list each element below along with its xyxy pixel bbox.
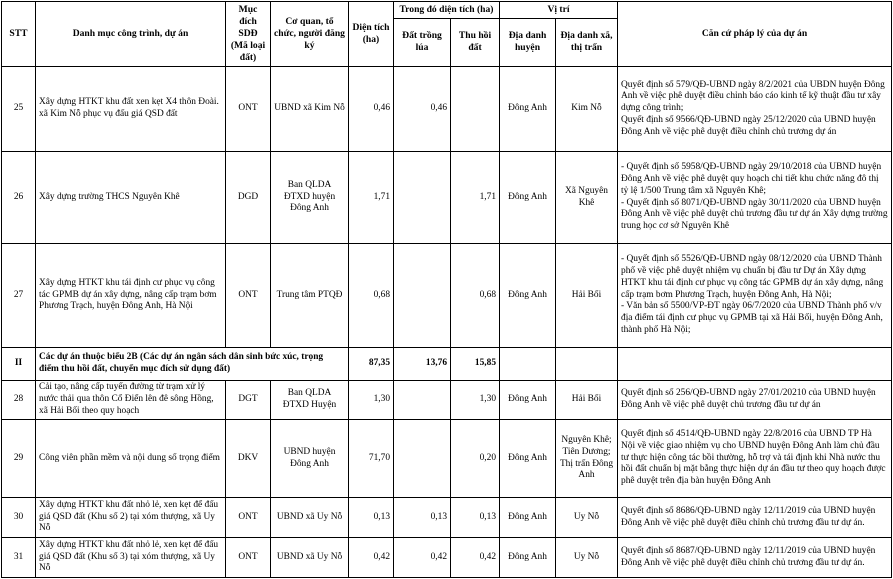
row-recovered [451, 67, 500, 152]
header-legal: Căn cứ pháp lý của dự án [618, 2, 892, 67]
header-district: Địa danh huyện [500, 18, 556, 66]
row-area: 71,70 [349, 420, 394, 498]
table-row [2, 420, 892, 498]
row-stt: 25 [2, 67, 36, 152]
header-recovered: Thu hồi đất [451, 18, 500, 66]
row-district: Đông Anh [500, 498, 556, 538]
table-row [2, 152, 892, 244]
row-name: Xây dựng HTKT khu tái định cư phục vụ công tác GPMB dự án xây dựng, nâng cấp trạm bơm Phương Trạch, huyện Đông Anh, Hà Nội [36, 244, 226, 348]
header-agency: Cơ quan, tổ chức, người đăng ký [271, 2, 349, 67]
row-area: 0,42 [349, 538, 394, 578]
row-rice [394, 381, 451, 420]
legal-line: - Quyết định số 8071/QĐ-UBND ngày 30/11/2020 của UBND huyện Đông Anh về việc phê duyệt chủ trương đầu tư dự án Xây dựng trường trung học cơ sở Nguyên Khê [621, 197, 888, 231]
header-location: Vị trí [500, 2, 618, 19]
row-recovered: 0,13 [451, 498, 500, 538]
row-area: 0,13 [349, 498, 394, 538]
row-agency: Ban QLDA ĐTXD Huyện [271, 381, 349, 420]
row-legal [618, 420, 892, 498]
header-of-which: Trong đó diện tích (ha) [394, 2, 500, 19]
row-commune: Hải Bối [556, 381, 618, 420]
row-commune: Uy Nỗ [556, 498, 618, 538]
row-rice [394, 152, 451, 244]
legal-line: - Văn bản số 5500/VP-ĐT ngày 06/7/2020 của UBND Thành phố v/v địa điểm tái định cư phục vụ GPMB tại xã Hải Bối, huyện Đông Anh, thành phố Hà Nội; [621, 301, 883, 335]
row-rice [394, 420, 451, 498]
row-legal [618, 381, 892, 420]
section-stt: II [2, 348, 36, 381]
row-name: Xây dựng HTKT khu đất nhỏ lẻ, xen kẹt để đấu giá QSD đất (Khu số 3) tại xóm thượng, xã Uy Nỗ [36, 538, 226, 578]
row-legal [618, 498, 892, 538]
row-area: 0,46 [349, 67, 394, 152]
row-agency: UBND xã Uy Nỗ [271, 498, 349, 538]
row-commune: Nguyên Khê; Tiên Dương; Thị trấn Đông Anh [556, 420, 618, 498]
table-row [2, 538, 892, 578]
header-name: Danh mục công trình, dự án [36, 2, 226, 67]
row-commune: Hải Bối [556, 244, 618, 348]
row-district: Đông Anh [500, 244, 556, 348]
legal-line: Quyết định số 8687/QĐ-UBND ngày 12/11/2019 của UBND huyện Đông Anh về việc phê duyệt điều chỉnh chủ trương đầu tư dự án. [621, 545, 876, 568]
row-district: Đông Anh [500, 152, 556, 244]
table-row [2, 498, 892, 538]
section-legal [618, 348, 892, 381]
row-name: Công viên phần mềm và nội dung số trọng điểm [36, 420, 226, 498]
row-purpose: ONT [226, 67, 271, 152]
row-rice: 0,42 [394, 538, 451, 578]
row-recovered: 1,71 [451, 152, 500, 244]
section-row [2, 348, 892, 381]
header-purpose: Mục đích SDĐ (Mã loại đất) [226, 2, 271, 67]
row-district: Đông Anh [500, 67, 556, 152]
row-rice: 0,46 [394, 67, 451, 152]
legal-line: Quyết định số 256/QĐ-UBND ngày 27/01/20210 của UBND huyện Đông Anh về việc phê duyệt chủ trương đầu tư dự án [621, 388, 876, 410]
row-name: Cải tạo, nâng cấp tuyến đường từ trạm xử lý nước thải qua thôn Cổ Điển lên đê sông Hồng, xã Hải Bối theo quy hoạch [36, 381, 226, 420]
header-rice: Đất trồng lúa [394, 18, 451, 66]
row-legal [618, 538, 892, 578]
row-purpose: ONT [226, 538, 271, 578]
row-name: Xây dựng HTKT khu đất xen kẹt X4 thôn Đoài. xã Kim Nỗ phục vụ đấu giá QSD đất [36, 67, 226, 152]
header-stt: STT [2, 2, 36, 67]
row-agency: UBND xã Kim Nỗ [271, 67, 349, 152]
section-district [500, 348, 556, 381]
legal-line: - Quyết định số 5526/QĐ-UBND ngày 08/12/2020 của UBND Thành phố về việc phê duyệt nhiệm vụ chuẩn bị đầu tư Dự án Xây dựng HTKT khu tái định cư phục vụ công tác GPMB dự án xây dựng, nâng cấp trạm bơm Phương Trạch, huyện Đông Anh, Hà Nội; [621, 254, 884, 300]
land-use-projects-table [1, 1, 892, 578]
header-area: Diện tích (ha) [349, 2, 394, 67]
section-recovered: 15,85 [451, 348, 500, 381]
row-area: 1,71 [349, 152, 394, 244]
legal-line: Quyết định số 579/QĐ-UBND ngày 8/2/2021 của UBDN huyện Đông Anh về việc phê duyệt điều chỉnh báo cáo kinh tế kỹ thuật đầu tư xây dựng công trình; [621, 79, 885, 114]
row-name: Xây dựng HTKT khu đất nhỏ lẻ, xen kẹt để đấu giá QSD đất (Khu số 2) tại xóm thượng, xã Uy Nỗ [36, 498, 226, 538]
row-agency: Ban QLDA ĐTXD huyện Đông Anh [271, 152, 349, 244]
table-row [2, 244, 892, 348]
section-rice: 13,76 [394, 348, 451, 381]
section-commune [556, 348, 618, 381]
legal-line: - Quyết định số 5958/QĐ-UBND ngày 29/10/2018 của UBND huyện Đông Anh về việc phê duyệt quy hoạch chi tiết khu chức năng đô thị tỷ lệ 1/500 Trung tâm xã Nguyên Khê; [621, 162, 882, 196]
row-district: Đông Anh [500, 420, 556, 498]
row-area: 1,30 [349, 381, 394, 420]
row-stt: 28 [2, 381, 36, 420]
section-name: Các dự án thuộc biểu 2B (Các dự án ngân sách dân sinh bức xúc, trọng điểm thu hồi đất, chuyển mục đích sử dụng đất) [36, 348, 349, 381]
row-recovered: 0,20 [451, 420, 500, 498]
row-legal [618, 244, 892, 348]
row-commune: Kim Nỗ [556, 67, 618, 152]
row-purpose: DGD [226, 152, 271, 244]
row-agency: UBND xã Uy Nỗ [271, 538, 349, 578]
row-district: Đông Anh [500, 538, 556, 578]
row-recovered: 0,42 [451, 538, 500, 578]
row-stt: 29 [2, 420, 36, 498]
legal-line: Quyết định số 4514/QĐ-UBND ngày 22/8/2016 của UBND TP Hà Nội về việc giao nhiệm vụ cho UBND huyện Đông Anh làm chủ đầu tư thực hiện công tác bồi thường, hỗ trợ và tái định khi Nhà nước thu hồi đất chuẩn bị mặt bằng thực hiện dự án đầu tư theo quy hoạch được phê duyệt trên địa bàn huyện Đông Anh [621, 429, 886, 487]
row-stt: 31 [2, 538, 36, 578]
legal-line: Quyết định số 9566/QĐ-UBND ngày 25/12/2020 của UBND huyện Đông Anh về việc phê duyệt điều chỉnh chủ trương dự án [621, 114, 876, 137]
table-row [2, 381, 892, 420]
row-area: 0,68 [349, 244, 394, 348]
row-legal [618, 67, 892, 152]
row-recovered: 1,30 [451, 381, 500, 420]
table-row [2, 67, 892, 152]
row-recovered: 0,68 [451, 244, 500, 348]
row-stt: 30 [2, 498, 36, 538]
row-purpose: DGT [226, 381, 271, 420]
row-name: Xây dựng trường THCS Nguyên Khê [36, 152, 226, 244]
row-rice: 0,13 [394, 498, 451, 538]
row-purpose: ONT [226, 498, 271, 538]
row-legal [618, 152, 892, 244]
row-commune: Xã Nguyên Khê [556, 152, 618, 244]
row-agency: UBND huyện Đông Anh [271, 420, 349, 498]
row-stt: 27 [2, 244, 36, 348]
row-district: Đông Anh [500, 381, 556, 420]
row-purpose: DKV [226, 420, 271, 498]
row-rice [394, 244, 451, 348]
row-stt: 26 [2, 152, 36, 244]
row-purpose: ONT [226, 244, 271, 348]
row-commune: Uy Nỗ [556, 538, 618, 578]
legal-line: Quyết định số 8686/QĐ-UBND ngày 12/11/2019 của UBND huyện Đông Anh về việc phê duyệt điều chỉnh chủ trương đầu tư dự án. [621, 505, 876, 528]
header-commune: Địa danh xã, thị trấn [556, 18, 618, 66]
row-agency: Trung tâm PTQĐ [271, 244, 349, 348]
section-area: 87,35 [349, 348, 394, 381]
